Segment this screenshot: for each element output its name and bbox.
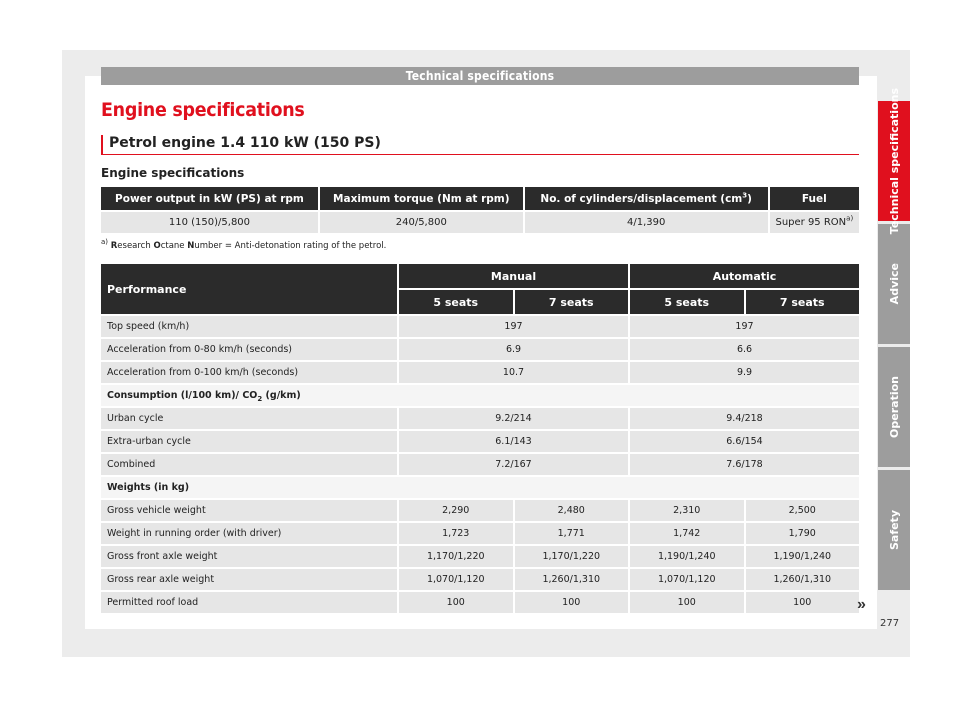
manual-header: Manual	[399, 264, 628, 288]
table-cell: 1,170/1,220	[399, 546, 513, 567]
row-label: Combined	[101, 454, 397, 475]
table-row	[101, 454, 859, 475]
sub-heading: Petrol engine 1.4 110 kW (150 PS)	[101, 135, 859, 155]
consumption-section-label: Consumption (l/100 km)/ $CO_2$ (g/km)	[101, 385, 859, 406]
table-cell: 6.1/143	[399, 431, 628, 452]
table-cell: 1,170/1,220	[515, 546, 629, 567]
section-title: Engine specifications	[101, 99, 305, 121]
table-cell: 100	[746, 592, 860, 613]
table-cell: 1,742	[630, 523, 744, 544]
row-label: Gross rear axle weight	[101, 569, 397, 590]
table-cell: 1,190/1,240	[746, 546, 860, 567]
table-cell: 100	[515, 592, 629, 613]
table-cell: 6.9	[399, 339, 628, 360]
table-row	[101, 316, 859, 337]
section-row	[101, 477, 859, 498]
row-label: Acceleration from 0-100 km/h (seconds)	[101, 362, 397, 383]
footnote: $^{a)}$ Research Octane Number = Anti-detonation rating of the petrol.	[101, 238, 387, 251]
table-row	[101, 212, 859, 233]
row-label: Weight in running order (with driver)	[101, 523, 397, 544]
table-cell: 10.7	[399, 362, 628, 383]
tab-advice[interactable]: Advice	[878, 224, 910, 344]
continue-arrow-icon: »	[857, 596, 866, 613]
table-cell: 7.6/178	[630, 454, 859, 475]
table-row	[101, 408, 859, 429]
table-cell: Super 95 RON$^{a)}$	[770, 212, 859, 233]
table-row	[101, 592, 859, 613]
table-cell: 1,070/1,120	[399, 569, 513, 590]
table-row	[101, 362, 859, 383]
table-cell: 9.4/218	[630, 408, 859, 429]
tab-safety[interactable]: Safety	[878, 470, 910, 590]
table-cell: 9.2/214	[399, 408, 628, 429]
table-cell: 2,480	[515, 500, 629, 521]
seats-header: 7 seats	[746, 290, 860, 314]
table-cell: 9.9	[630, 362, 859, 383]
table-cell: 4/1,390	[525, 212, 768, 233]
table-header-row	[101, 264, 859, 288]
seats-header: 5 seats	[630, 290, 744, 314]
table-row	[101, 339, 859, 360]
weights-section-label: Weights (in kg)	[101, 477, 859, 498]
section-row	[101, 385, 859, 406]
table-row	[101, 523, 859, 544]
engine-specifications-table	[99, 185, 861, 235]
tab-operation[interactable]: Operation	[878, 347, 910, 467]
performance-table	[99, 262, 861, 615]
table-cell: 1,190/1,240	[630, 546, 744, 567]
performance-header: Performance	[101, 264, 397, 314]
table-cell: 1,771	[515, 523, 629, 544]
column-header: Maximum torque (Nm at rpm)	[320, 187, 523, 210]
table-cell: 2,310	[630, 500, 744, 521]
seats-header: 7 seats	[515, 290, 629, 314]
seats-header: 5 seats	[399, 290, 513, 314]
table-cell: 240/5,800	[320, 212, 523, 233]
table-cell: 2,500	[746, 500, 860, 521]
table-row	[101, 546, 859, 567]
table-cell: 197	[399, 316, 628, 337]
row-label: Permitted roof load	[101, 592, 397, 613]
row-label: Gross vehicle weight	[101, 500, 397, 521]
row-label: Urban cycle	[101, 408, 397, 429]
table-cell: 1,260/1,310	[515, 569, 629, 590]
row-label: Gross front axle weight	[101, 546, 397, 567]
table-cell: 1,070/1,120	[630, 569, 744, 590]
chapter-tabs	[878, 87, 910, 593]
table-header-row	[101, 187, 859, 210]
chapter-header: Technical specifications	[101, 67, 859, 85]
row-label: Top speed (km/h)	[101, 316, 397, 337]
row-label: Extra-urban cycle	[101, 431, 397, 452]
automatic-header: Automatic	[630, 264, 859, 288]
column-header: No. of cylinders/displacement $(cm^3)$	[525, 187, 768, 210]
table-cell: 1,260/1,310	[746, 569, 860, 590]
tab-technical-specifications[interactable]: Technical specifications	[878, 101, 910, 221]
table-row	[101, 431, 859, 452]
footnote-ref: a)	[846, 214, 854, 223]
table-cell: 7.2/167	[399, 454, 628, 475]
table-cell: 1,790	[746, 523, 860, 544]
column-header: Fuel	[770, 187, 859, 210]
table-label: Engine specifications	[101, 166, 245, 180]
table-cell: 1,723	[399, 523, 513, 544]
row-label: Acceleration from 0-80 km/h (seconds)	[101, 339, 397, 360]
table-cell: 2,290	[399, 500, 513, 521]
table-cell: 110 (150)/5,800	[101, 212, 318, 233]
table-cell: 6.6	[630, 339, 859, 360]
page-number: 277	[880, 618, 900, 629]
column-header: Power output in kW (PS) at rpm	[101, 187, 318, 210]
table-cell: 100	[630, 592, 744, 613]
table-cell: 6.6/154	[630, 431, 859, 452]
table-row	[101, 569, 859, 590]
table-cell: 100	[399, 592, 513, 613]
table-row	[101, 500, 859, 521]
table-cell: 197	[630, 316, 859, 337]
